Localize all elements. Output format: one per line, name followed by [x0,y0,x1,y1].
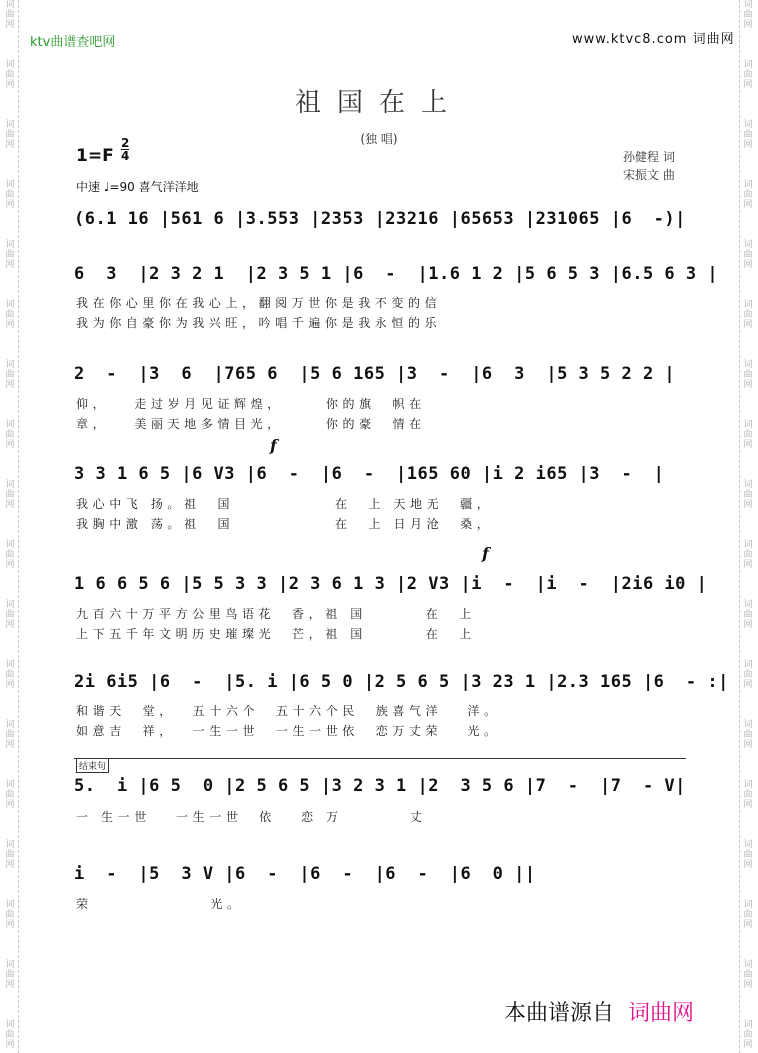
lyric-line: 一 生一世 一生一世 依 恋 万 丈 [76,810,427,824]
watermark-text: 词 曲 网 [743,600,753,630]
watermark-text: 词 曲 网 [743,360,753,390]
watermark-text: 词 曲 网 [743,240,753,270]
composer-credit: 宋振文 曲 [623,168,675,182]
lyric-line: 和谐天 堂， 五十六个 五十六个民 族喜气洋 洋。 [76,704,501,718]
lyric-line: 如意吉 祥， 一生一世 一生一世依 恋万丈荣 光。 [76,724,501,738]
watermark-text: 词 曲 网 [743,480,753,510]
watermark-text: 词 曲 网 [743,540,753,570]
watermark-text: 词 曲 网 [5,420,15,450]
watermark-text: 词 曲 网 [5,960,15,990]
lyric-line: 我在你心里你在我心上，翻阅万世你是我不变的信 [76,296,442,310]
watermark-text: 词 曲 网 [743,300,753,330]
left-watermark-strip [0,0,19,1053]
lyric-line: 我为你自豪你为我兴旺，吟唱千遍你是我永恒的乐 [76,316,442,330]
watermark-text: 词 曲 网 [5,60,15,90]
score-row-8 [74,858,688,892]
time-top: 2 [121,136,130,150]
notation-line: 6 3 |2 3 2 1 |2 3 5 1 |6 - |1.6 1 2 |5 6 5 3 |6.5 6 3 | [74,264,719,284]
watermark-text: 词 曲 网 [743,420,753,450]
watermark-text: 词 曲 网 [743,0,753,30]
lyric-line: 九百六十万平方公里鸟语花 香，祖 国 在 上 [76,607,476,621]
notation-line: i - |5 3 V |6 - |6 - |6 - |6 0 || [74,864,536,884]
notation-line: (6.1 16 |561 6 |3.553 |2353 |23216 |65653 |231065 |6 -)| [74,209,686,229]
watermark-text: 词 曲 网 [743,960,753,990]
lyric-line: 章， 美丽天地多情目光， 你的豪 情在 [76,417,426,431]
watermark-text: 词 曲 网 [743,60,753,90]
watermark-text: 词 曲 网 [743,660,753,690]
lyricist-credit: 孙健程 词 [623,150,675,164]
watermark-text: 词 曲 网 [5,900,15,930]
watermark-text: 词 曲 网 [5,120,15,150]
time-bottom: 4 [121,149,130,163]
watermark-text: 词 曲 网 [5,660,15,690]
score-row-6 [74,666,729,700]
dynamic-forte: f [482,544,489,563]
score-row-3 [74,358,688,392]
score-row-7 [74,770,688,804]
watermark-text: 词 曲 网 [5,840,15,870]
right-watermark-strip [739,0,758,1053]
watermark-text: 词 曲 网 [5,0,15,30]
tempo-marking: 中速 ♩=90 喜气洋洋地 [76,180,199,194]
notation-line: 3 3 1 6 5 |6 V3 |6 - |6 - |165 60 |i 2 i65 |3 - | [74,464,665,484]
source-label: 本曲谱源自 [504,1001,615,1026]
watermark-text: 词 曲 网 [5,240,15,270]
score-row-4 [74,458,688,492]
ending-label: 结束句 [76,758,109,773]
lyric-line: 仰， 走过岁月见证辉煌， 你的旗 帜在 [76,397,426,411]
notation-line: 5. i |6 5 0 |2 5 6 5 |3 2 3 1 |2 3 5 6 |7 - |7 - V| [74,776,686,796]
watermark-text: 词 曲 网 [743,1020,753,1050]
notation-line: 2i 6i5 |6 - |5. i |6 5 0 |2 5 6 5 |3 23 1 |2.3 165 |6 - :| [74,672,729,692]
watermark-text: 词 曲 网 [743,840,753,870]
notation-line: 1 6 6 5 6 |5 5 3 3 |2 3 6 1 3 |2 V3 |i - |i - |2i6 i0 | [74,574,708,594]
site-label-left[interactable]: ktv曲谱查吧网 [30,35,116,50]
watermark-text: 词 曲 网 [743,180,753,210]
watermark-text: 词 曲 网 [5,540,15,570]
watermark-text: 词 曲 网 [5,780,15,810]
key-signature: 1=F [76,146,114,166]
watermark-text: 词 曲 网 [5,1020,15,1050]
score-row-2 [74,258,719,292]
watermark-text: 词 曲 网 [5,180,15,210]
watermark-text: 词 曲 网 [5,600,15,630]
notation-line: 2 - |3 6 |765 6 |5 6 165 |3 - |6 3 |5 3 5 2 2 | [74,364,676,384]
lyric-line: 我胸中激 荡。祖 国 在 上 日月沧 桑， [76,517,494,531]
watermark-text: 词 曲 网 [743,120,753,150]
watermark-text: 词 曲 网 [5,300,15,330]
dynamic-forte: f [270,436,277,455]
lyric-line: 荣 光。 [76,897,244,911]
watermark-text: 词 曲 网 [743,900,753,930]
watermark-text: 词 曲 网 [5,720,15,750]
source-site-link[interactable]: 词曲网 [628,1001,695,1026]
score-row-5 [74,568,708,602]
time-signature [121,137,129,162]
watermark-text: 词 曲 网 [5,360,15,390]
site-label-right[interactable]: www.ktvc8.com 词曲网 [572,32,735,47]
score-row-1 [74,203,688,237]
song-title: 祖国在上 [294,88,463,118]
source-credit [504,996,694,1027]
watermark-text: 词 曲 网 [743,780,753,810]
watermark-text: 词 曲 网 [743,720,753,750]
ending-bracket [74,758,686,769]
lyric-line: 上下五千年文明历史璀璨光 芒，祖 国 在 上 [76,627,476,641]
lyric-line: 我心中飞 扬。祖 国 在 上 天地无 疆， [76,497,494,511]
performance-note: (独 唱) [360,132,398,146]
watermark-text: 词 曲 网 [5,480,15,510]
